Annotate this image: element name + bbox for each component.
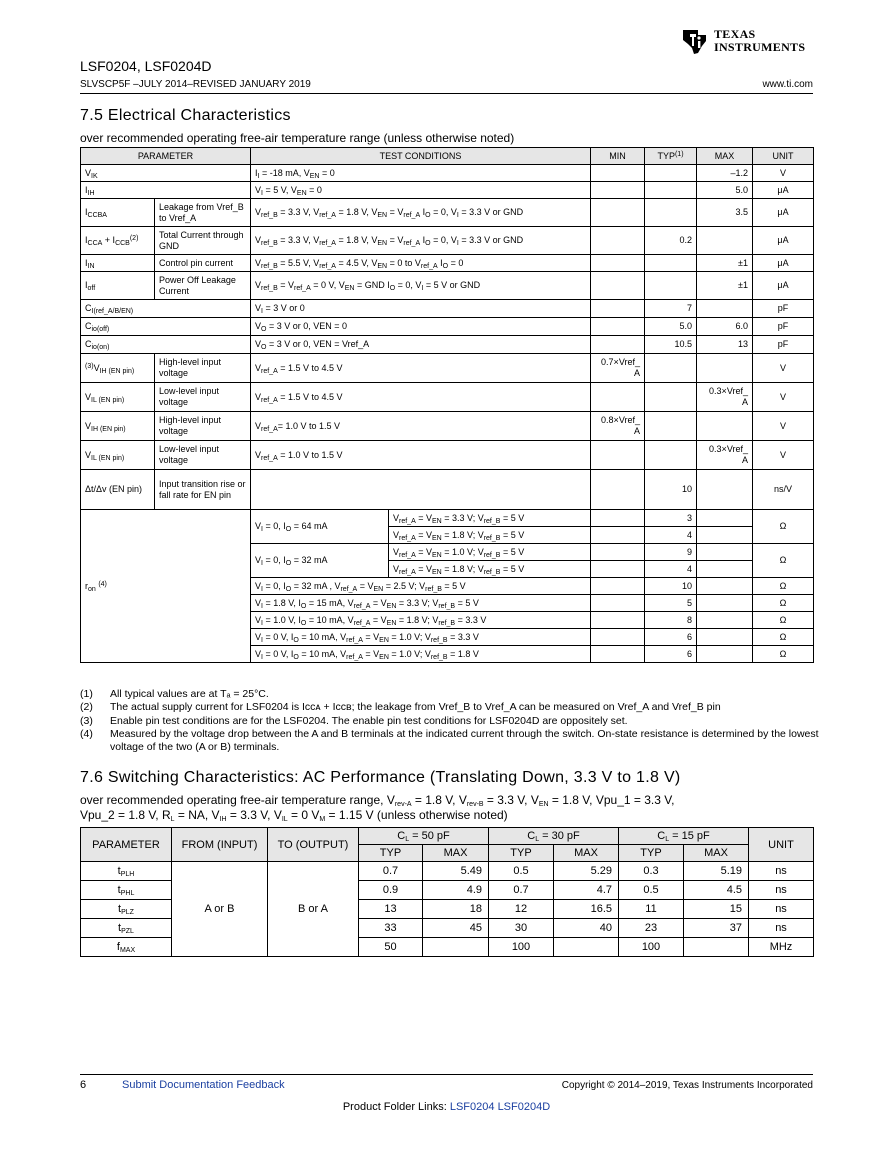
col-typ: TYP <box>619 845 684 862</box>
col-test-conditions: TEST CONDITIONS <box>251 148 591 165</box>
col-cl-15: $C_L = 15$ pF <box>619 828 749 845</box>
ti-logo-icon <box>680 26 710 56</box>
col-typ: TYP <box>489 845 554 862</box>
to-output: B or A <box>268 862 359 957</box>
col-parameter: PARAMETER <box>81 828 172 862</box>
section-7-5-title: 7.5 Electrical Characteristics <box>80 107 291 124</box>
submit-feedback-link[interactable]: Submit Documentation Feedback <box>122 1079 285 1091</box>
col-unit: UNIT <box>753 148 814 165</box>
table-row: $t_{PHL}$ 0.9 4.9 0.7 4.7 0.5 4.5 ns <box>81 881 814 900</box>
col-cl-30: $C_L = 30$ pF <box>489 828 619 845</box>
table-row: $V_I = 0$, $I_O = 32$ mA , $V_{ref\_A} = V_{EN} = 2.5$ V; $V_{ref\_B} = 5$ V 10 Ω <box>81 578 814 595</box>
table-row: Δt/Δv (EN pin) Input transition rise or fall rate for EN pin 10 ns/V <box>81 470 814 510</box>
table-row: $V_{IH (EN pin)}$ High-level input voltage $V_{ref\_A}= 1.0$ V to 1.5 V 0.8×Vref_ A V <box>81 412 814 441</box>
table-header-row <box>81 148 814 165</box>
col-max: MAX <box>554 845 619 862</box>
col-typ: TYP <box>359 845 423 862</box>
table-row: $V_I = 1.0$ V, $I_O = 10$ mA, $V_{ref\_A} = V_{EN} = 1.8$ V; $V_{ref\_B} = 3.3$ V 8 Ω <box>81 612 814 629</box>
col-cl-50: $C_L = 50$ pF <box>359 828 489 845</box>
col-unit: UNIT <box>749 828 814 862</box>
col-min: MIN <box>591 148 645 165</box>
note-1: (1) All typical values are at Tₐ = 25°C. <box>80 688 269 700</box>
table-row: $^{(3)}V_{IH (EN pin)}$ High-level input voltage $V_{ref\_A} = 1.5$ V to 4.5 V 0.7×Vref_ A V <box>81 354 814 383</box>
product-links-label: Product Folder Links: <box>342 1101 447 1113</box>
col-typ: TYP$^{(1)}$ <box>645 148 697 165</box>
col-max: MAX <box>684 845 749 862</box>
table-row: $I_{CCA} + I_{CCB}^{(2)}$ Total Current through GND $V_{ref\_B} = 3.3$ V, $V_{ref\_A} = 1.8$ V, $V_{EN} = V_{ref\_A}$ $I_O = 0$, $V_I = 3.3$ V or GND 0.2 μA <box>81 227 814 255</box>
from-input: A or B <box>172 862 268 957</box>
table-row: $t_{PZL}$ 33 45 30 40 23 37 ns <box>81 919 814 938</box>
table-row: $I_{IN}$ Control pin current $V_{ref\_B} = 5.5$ V, $V_{ref\_A} = 4.5$ V, $V_{EN} = 0$ to $V_{ref\_A}$ $I_O = 0$ ±1 μA <box>81 255 814 272</box>
copyright: Copyright © 2014–2019, Texas Instruments Incorporated <box>561 1080 813 1091</box>
table-row: $V_{IK}$ $I_I = -18$ mA, $V_{EN} = 0$ –1.2 V <box>81 165 814 182</box>
table-notes <box>80 688 820 754</box>
table-row: $C_{I(ref\_A/B/EN)}$ $V_I = 3$ V or 0 7 pF <box>81 300 814 318</box>
ti-logo <box>680 26 814 58</box>
note-4: (4) Measured by the voltage drop between the A and B terminals at the indicated current through the switch. On-state resistance is determined by the lowest voltage of the two (A or B) terminals. <box>80 727 819 754</box>
table-row: $t_{PLZ}$ 13 18 12 16.5 11 15 ns <box>81 900 814 919</box>
table-row: $V_I = 0$ V, $I_O = 10$ mA, $V_{ref\_A} = V_{EN} = 1.0$ V; $V_{ref\_B} = 1.8$ V 6 Ω <box>81 646 814 663</box>
col-to: TO (OUTPUT) <box>268 828 359 862</box>
table-header-row <box>81 828 814 845</box>
table-row: $V_{ref\_A} = V_{EN} = 1.8$ V; $V_{ref\_B} = 5$ V 4 <box>81 561 814 578</box>
note-2: (2) The actual supply current for LSF0204 is Iᴄᴄᴀ + Iᴄᴄʙ; the leakage from Vref_B to Vref_A can be measured on Vref_A and Vref_B pin <box>80 701 721 714</box>
doc-title: LSF0204, LSF0204D <box>80 58 212 74</box>
col-max: MAX <box>697 148 753 165</box>
col-parameter: PARAMETER <box>81 148 251 165</box>
logo-line1: TEXAS <box>714 27 756 41</box>
switching-characteristics-table <box>80 827 814 957</box>
table-row: $V_{IL (EN pin)}$ Low-level input voltage $V_{ref\_A} = 1.0$ V to 1.5 V 0.3×Vref_ A V <box>81 441 814 470</box>
table-row: $C_{io(off)}$ $V_O = 3$ V or 0, VEN = 0 5.0 6.0 pF <box>81 318 814 336</box>
table-row: $r_{on}$ $^{(4)}$ $V_I = 0$, $I_O = 64$ mA $V_{ref\_A} = V_{EN} = 3.3$ V; $V_{ref\_B} = 5$ V 3 Ω <box>81 510 814 527</box>
site-url[interactable]: www.ti.com <box>762 79 813 90</box>
page-number: 6 <box>80 1079 87 1091</box>
table-row: $t_{PLH}$ A or B B or A 0.7 5.49 0.5 5.29 0.3 5.19 ns <box>81 862 814 881</box>
revision-line: SLVSCP5F –JULY 2014–REVISED JANUARY 2019 <box>80 79 311 90</box>
table-row: $V_{IL (EN pin)}$ Low-level input voltage $V_{ref\_A} = 1.5$ V to 4.5 V 0.3×Vref_ A V <box>81 383 814 412</box>
electrical-characteristics-table <box>80 147 814 663</box>
note-3: (3) Enable pin test conditions are for the LSF0204. The enable pin test conditions for LSF0204D are oppositely set. <box>80 714 628 727</box>
section-7-6-title: 7.6 Switching Characteristics: AC Performance (Translating Down, 3.3 V to 1.8 V) <box>80 769 681 786</box>
table-row: $f_{MAX}$ 50 100 100 MHz <box>81 938 814 957</box>
section-7-6-condition: over recommended operating free-air temperature range, $V_{rev-A} = 1.8$ V, $V_{rev-B} = 3.3$ V, $V_{EN} = 1.8$ V, Vpu_1 = 3.3 V, Vpu_2 = 1.8 V, $R_L$ = NA, $V_{IH} = 3.3$ V, $V_{IL} = 0$ $V_M = 1.15$ V (unless otherwise noted) <box>80 793 675 823</box>
section-7-5-condition: over recommended operating free-air temperature range (unless otherwise noted) <box>80 131 515 145</box>
table-row: $I_{IH}$ $V_I = 5$ V, $V_{EN} = 0$ 5.0 μA <box>81 182 814 199</box>
table-row: $I_{off}$ Power Off Leakage Current $V_{ref\_B} = V_{ref\_A} = 0$ V, $V_{EN}$ = GND $I_O = 0$, $V_I = 5$ V or GND ±1 μA <box>81 272 814 300</box>
table-row: $C_{io(on)}$ $V_O = 3$ V or 0, VEN = Vref_A 10.5 13 pF <box>81 336 814 354</box>
table-row: $V_{ref\_A} = V_{EN} = 1.8$ V; $V_{ref\_B} = 5$ V 4 <box>81 527 814 544</box>
table-row: $V_I = 1.8$ V, $I_O = 15$ mA, $V_{ref\_A} = V_{EN} = 3.3$ V; $V_{ref\_B} = 5$ V 5 Ω <box>81 595 814 612</box>
table-row: $V_I = 0$ V, $I_O = 10$ mA, $V_{ref\_A} = V_{EN} = 1.0$ V; $V_{ref\_B} = 3.3$ V 6 Ω <box>81 629 814 646</box>
table-row: $I_{CCBA}$ Leakage from Vref_B to Vref_A $V_{ref\_B} = 3.3$ V, $V_{ref\_A} = 1.8$ V, $V_{EN} = V_{ref\_A}$ $I_O = 0$, $V_I = 3.3$ V or GND 3.5 μA <box>81 199 814 227</box>
table-row: $V_I = 0$, $I_O = 32$ mA $V_{ref\_A} = V_{EN} = 1.0$ V; $V_{ref\_B} = 5$ V 9 Ω <box>81 544 814 561</box>
link-lsf0204[interactable]: LSF0204 <box>449 1101 495 1113</box>
col-from: FROM (INPUT) <box>172 828 268 862</box>
product-folder-links <box>0 1101 893 1113</box>
link-lsf0204d[interactable]: LSF0204D <box>497 1101 551 1113</box>
col-max: MAX <box>423 845 489 862</box>
footer-divider <box>80 1074 813 1075</box>
logo-line2: INSTRUMENTS <box>714 40 806 54</box>
header-divider <box>80 93 813 94</box>
